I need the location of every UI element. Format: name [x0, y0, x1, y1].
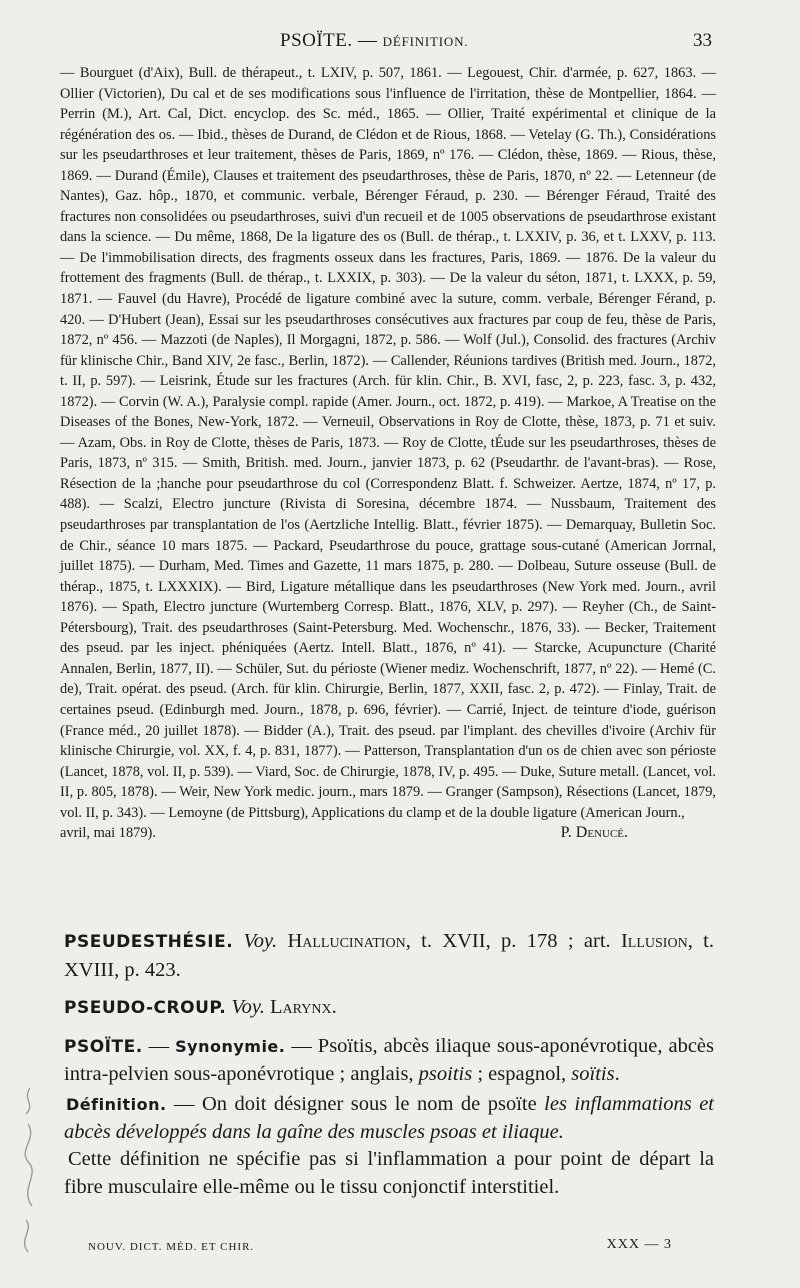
crossref-illusion: Illusion — [620, 930, 688, 952]
crossref-location: , t. XVIII, p. 423. — [64, 930, 714, 981]
page-number: 33 — [693, 30, 712, 51]
running-header — [58, 30, 712, 54]
crossref-larynx: Larynx — [270, 996, 332, 1019]
synonymie-text: ; espagnol, — [472, 1063, 572, 1086]
dictionary-entries — [64, 928, 714, 1201]
synonymie-text: — Psoïtis, abcès iliaque sous-aponévrotique, abcès intra-pelvien sous-aponévrotique ; anglais, — [64, 1034, 715, 1086]
synonym-english: psoitis — [418, 1063, 473, 1086]
bibliography-block — [60, 63, 716, 844]
definition-text: — On doit désigner sous le nom de psoïte — [166, 1092, 545, 1115]
punctuation: . — [614, 1063, 620, 1086]
synonym-spanish: soïtis — [571, 1063, 615, 1086]
bibliography-last-line: avril, mai 1879). — [60, 825, 156, 842]
entry-psoite-definition — [64, 1091, 714, 1146]
bibliography-text: — Bourguet (d'Aix), Bull. de thérapeut., t. LXIV, p. 507, 1861. — Legouest, Chir. d'armée, p. 627, 1863. — Ollier (Victorien), Du cal et de ses modifications sous l'influence de l'irritation, thèse de Montpellier, 1864. — Perrin (M.), Art. Cal, Dict. encyclop. des Sc. méd., 1865. — Ollier, Traité expérimental et clinique de la régénération des os. — Ibid., thèses de Durand, de Clédon et de Rious, 1868. — Vetelay (G. Th.), Considérations sur les pseudarthroses et leur traitement, thèses de Paris, 1869, nº 176. — Clédon, thèse, 1869. — Rious, thèse, 1869. — Durand (Émile), Clauses et traitement des pseudarthroses, thèse de Paris, 1870, nº 22. — Letenneur (de Nantes), Gaz. hôp., 1870, et communic. verbale, Bérenger Féraud, p. 230. — Bérenger Féraud, Traité des fractures non consolidées ou pseudarthroses, suivi d'un recueil et de 1005 observations de pseudarthrose existant dans la science. — Du même, 1868, De la ligature des os (Bull. de thérap., t. LXXIV, p. 36, et t. LXXV, p. 113. — De l'immobilisation directs, des fragments osseux dans les fractures, Paris, 1869. — 1876. De la valeur du frottement des fragments (Bull. de thérap., t. LXXIX, p. 303). — De la valeur du séton, 1871, t. LXXX, p. 59, 1871. — Fauvel (du Havre), Procédé de ligature combiné avec la suture, comm. verbale, Bérenger Férand, p. 420. — D'Hubert (Jean), Essai sur les pseudarthroses consécutives aux fractures par coup de feu, thèse de Paris, 1872, nº 456. — Mazzoti (de Naples), Il Morgagni, 1872, p. 586. — Wolf (Jul.), Consolid. des fractures (Archiv für klinische Chir., Band XIV, 2e fasc., Berlin, 1872). — Callender, Réunions tardives (British med. Journ., 1872, t. II, p. 597). — Leisrink, Étude sur les fractures (Arch. für klin. Chir., B. XVI, fasc, 2, p. 223, fasc. 3, p. 432, 1872). — Corvin (W. A.), Paralysie compl. rapide (Amer. Journ., oct. 1872, p. 419). — Markoe, A Treatise on the Diseases of the Bones, New-York, 1872. — Verneuil, Observations in Roy de Clotte, thèse, 1873, p. 71 et suiv. — Azam, Obs. in Roy de Clotte, thèses de Paris, 1873. — Roy de Clotte, tÉude sur les pseudarthroses, thèses de Paris, 1873, nº 315. — Smith, British. med. Journ., janvier 1873, p. 62 (Pseudarthr. de l'avant-bras). — Rose, Résection de la ;hanche pour pseudarthrose du col (Correspondenz Blatt. f. Schweizer. Aertze, 1874, nº 17, p. 488). — Scalzi, Electro juncture (Rivista di Soresina, décembre 1874. — Nussbaum, Traitement des pseudarthroses par transplantation de l'os (Aertzliche Intellig. Blatt., février 1875). — Demarquay, Bulletin Soc. de Chir., séance 10 mars 1875. — Packard, Pseudarthrose du pouce, grattage sous-cutané (American Jorrnal, juillet 1875). — Durham, Med. Times and Gazette, 11 mars 1875, p. 280. — Dolbeau, Suture osseuse (Bull. de thérap., 1875, t. LXXXIX). — Bird, Ligature métallique dans les pseudarthroses (New York med. Journ., avril 1876). — Spath, Electro juncture (Wurtemberg Corresp. Blatt., 1876, XLV, p. 297). — Reyher (Ch., de Saint-Pétersbourg), Trait. des pseudarthroses (Saint-Petersburg. Med. Wochenschr., 1876, 33). — Becker, Traitement des pseud. par les inject. phéniquées (Aertz. Intell. Blatt., 1876, nº 41). — Starcke, Acupuncture (Charité Annalen, Berlin, 1877, II). — Schüler, Sut. du périoste (Wiener mediz. Wochenschrift, 1877, nº 22). — Hemé (C. de), Trait. opérat. des pseud. (Arch. für klin. Chirurgie, Berlin, 1877, XXII, fasc. 2, p. 472). — Finlay, Trait. de certaines pseud. (Edinburgh med. Journ., 1878, p. 696, février). — Carrié, Inject. de teinture d'iode, guérison (France méd., 20 juillet 1878). — Bidder (A.), Trait. des pseud. par l'implant. des chevilles d'ivoire (Archiv für klinische Chirurgie, vol. XX, f. 4, p. 831, 1877). — Patterson, Transplantation d'un os de chien avec son périoste (Lancet, 1878, vol. II, p. 539). — Viard, Soc. de Chirurgie, 1878, IV, p. 495. — Duke, Suture metall. (Lancet, vol. II, p. 805, 1878). — Weir, New York medic. journ., mars 1879. — Granger (Sampson), Résections (Lancet, 1879, vol. II, p. 343). — Lemoyne (de Pittsburg), Applications du clamp et de la double ligature (American Journ., — [60, 65, 716, 821]
crossref-hallucination: Hallucination — [287, 930, 406, 952]
entry-pseudesthesie — [64, 928, 714, 984]
crossref-location: , t. XVII, p. 178 ; art. — [405, 930, 611, 952]
spacer — [64, 1023, 714, 1033]
definition-paragraph-2: Cette définition ne spécifie pas si l'inflammation a pour point de départ la fibre musculaire elle-même ou le tissu conjonctif interstitiel. — [64, 1148, 714, 1198]
synonymie-label: Synonymie. — [175, 1036, 286, 1056]
footer-signature-right: XXX — 3 — [606, 1237, 672, 1252]
page-footer — [88, 1237, 672, 1257]
author-signature: P. Denucé. — [560, 824, 628, 842]
bibliography-signature-line — [60, 823, 716, 844]
crossref-tail: . — [331, 996, 337, 1019]
headword-psoite: PSOÏTE. — [64, 1036, 143, 1057]
definition-label: Définition. — [66, 1094, 167, 1114]
entry-psoite-synonymie — [64, 1033, 714, 1089]
voy-label: Voy. — [231, 996, 265, 1019]
voy-label: Voy. — [243, 930, 278, 952]
headword-pseudo-croup: PSEUDO-CROUP. — [64, 998, 227, 1019]
footer-signature-left: NOUV. DICT. MÉD. ET CHIR. — [88, 1241, 255, 1253]
headword-pseudesthesie: PSEUDESTHÉSIE. — [64, 932, 234, 952]
header-title: PSOÏTE. — DÉFINITION. — [280, 30, 469, 51]
spacer — [64, 984, 714, 994]
definition-italic: les inflammations et abcès développés dans la gaîne des muscles psoas et iliaque. — [64, 1092, 714, 1143]
entry-pseudo-croup — [64, 994, 714, 1023]
handwritten-margin-scribble — [8, 1080, 48, 1260]
dash: — — [142, 1034, 176, 1057]
